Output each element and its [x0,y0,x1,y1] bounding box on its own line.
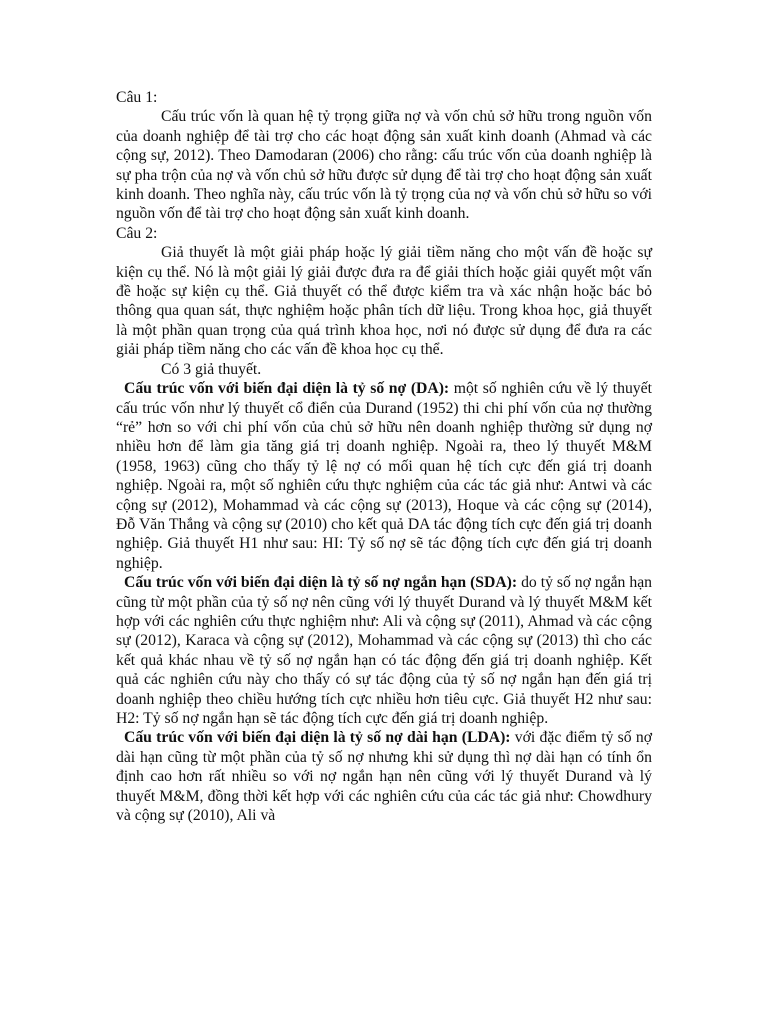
question-1-heading: Câu 1: [116,89,158,106]
document-page [116,88,652,825]
hypothesis-sda-title: Cấu trúc vốn với biến đại diện là tỷ số nợ ngắn hạn (SDA): [124,574,518,592]
hypothesis-lda-title: Cấu trúc vốn với biến đại diện là tỷ số nợ dài hạn (LDA): [124,729,511,747]
question-1-body: Cấu trúc vốn là quan hệ tỷ trọng giữa nợ và vốn chủ sở hữu trong nguồn vốn của doanh nghiệp để tài trợ cho các hoạt động sản xuất kinh doanh (Ahmad và các cộng sự, 2012). Theo Damodaran (2006) cho rằng: cấu trúc vốn của doanh nghiệp là sự pha trộn của nợ và vốn chủ sở hữu được sử dụng để tài trợ cho hoạt động sản xuất kinh doanh. Theo nghĩa này, cấu trúc vốn là tỷ trọng của nợ và vốn chủ sở hữu so với nguồn vốn để tài trợ cho hoạt động sản xuất kinh doanh. [116,108,652,223]
hypothesis-sda-text: do tỷ số nợ ngắn hạn cũng từ một phần của tỷ số nợ nên cũng với lý thuyết Durand và lý thuyết M&M kết hợp với các nghiên cứu thực nghiệm như: Ali và cộng sự (2011), Ahmad và các cộng sự (2012), Karaca và cộng sự (2012), Mohammad và các cộng sự (2013) thì cho các kết quả khác nhau về tỷ số nợ ngắn hạn có tác động đến giá trị doanh nghiệp. Kết quả các nghiên cứu này cho thấy có sự tác động của tỷ số nợ ngắn hạn đến giá trị doanh nghiệp theo chiều hướng tích cực nhiều hơn tiêu cực. Giả thuyết H2 như sau: H2: Tỷ số nợ ngắn hạn sẽ tác động tích cực đến giá trị doanh nghiệp. [116,574,653,727]
hypothesis-da-paragraph [116,379,652,573]
hypothesis-lda-paragraph [116,728,652,825]
hypothesis-da-text: một số nghiên cứu về lý thuyết cấu trúc vốn như lý thuyết cổ điển của Durand (1952) thi chi phí vốn của nợ thường “rẻ” hơn so với chi phí vốn của chủ sở hữu nên doanh nghiệp thường sử dụng nợ nhiều hơn để làm gia tăng giá trị doanh nghiệp. Ngoài ra, theo lý thuyết M&M (1958, 1963) cũng cho thấy tỷ lệ nợ có mối quan hệ tích cực đến giá trị doanh nghiệp. Ngoài ra, một số nghiên cứu thực nghiệm của các tác giả như: Antwi và các cộng sự (2012), Mohammad và các cộng sự (2013), Hoque và các cộng sự (2014), Đỗ Văn Thắng và cộng sự (2010) cho kết quả DA tác động tích cực đến giá trị doanh nghiệp. Giả thuyết H1 như sau: HI: Tỷ số nợ sẽ tác động tích cực đến giá trị doanh nghiệp. [116,380,652,572]
hypothesis-da-title: Cấu trúc vốn với biến đại diện là tỷ số nợ (DA): [124,380,450,398]
question-2-heading: Câu 2: [116,224,158,242]
hypothesis-count: Có 3 giả thuyết. [161,360,262,378]
question-2-body: Giả thuyết là một giải pháp hoặc lý giải tiềm năng cho một vấn đề hoặc sự kiện cụ thể. Nó là một giải lý giải được đưa ra để giải thích hoặc giải quyết một vấn đề hoặc sự kiện cụ thể. Giả thuyết có thể được kiểm tra và xác nhận hoặc bác bỏ thông qua quan sát, thực nghiệm hoặc phân tích dữ liệu. Trong khoa học, giả thuyết là một phần quan trọng của quá trình khoa học, nơi nó được sử dụng để đưa ra các giải pháp tiềm năng cho các vấn đề khoa học cụ thể. [116,244,652,359]
hypothesis-lda-text: với đặc điểm tỷ số nợ dài hạn cũng từ một phần của tỷ số nợ nhưng khi sử dụng thì nợ dài hạn có tính ổn định cao hơn rất nhiều so với nợ ngắn hạn nên cũng với lý thuyết Durand và lý thuyết M&M, đồng thời kết hợp với các nghiên cứu của các tác giả như: Chowdhury và cộng sự (2010), Ali và [116,729,652,825]
hypothesis-sda-paragraph [116,573,652,728]
